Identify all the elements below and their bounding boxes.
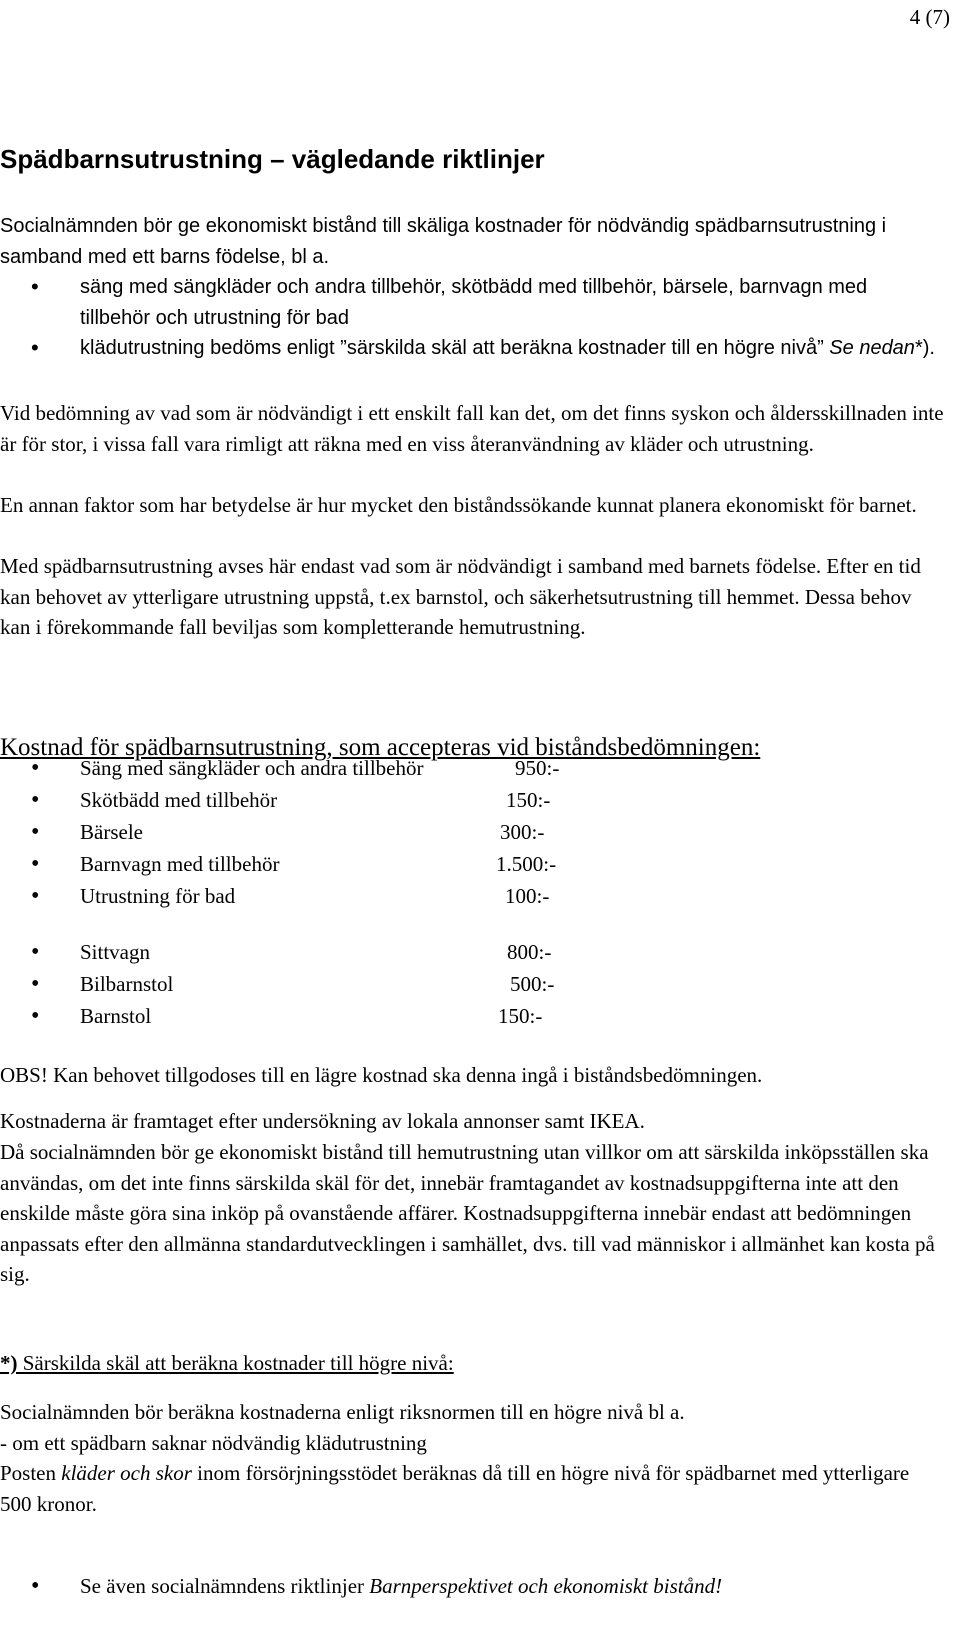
intro-bullet-item [0,333,940,364]
cost-list-primary [0,753,600,913]
cost-list-secondary [0,937,600,1033]
special-clothing-item: kläder och skor [61,1461,192,1485]
paragraph-definition: Med spädbarnsutrustning avses här endast vad som är nödvändigt i samband med barnets födelse. Efter en tid kan behovet av ytterligare utrustning uppstå, t.ex barnstol, och säkerhetsutrustning till hemmet. Dessa behov kan i förekommande fall beviljas som kompletterande hemutrustning. [0,554,921,639]
cost-item [0,849,600,881]
sources-text: Då socialnämnden bör ge ekonomiskt bistånd till hemutrustning utan villkor om att särskilda inköpsställen ska användas, om det inte finns särskilda skäl för det, innebär framtagandet av kostnadsuppgifterna inte att den enskilde måste göra sina inköp på ovanstående affärer. Kostnadsuppgifterna innebär endast att bedömningen anpassats efter den allmänna standardutvecklingen i samhället, dvs. till vad människor i allmänhet kan kosta på sig. [0,1140,935,1286]
special-clothing-paragraph [0,1458,945,1519]
cost-item-name: • Skötbädd med tillbehör [80,788,278,812]
see-below-ref-end: *). [914,337,935,359]
cost-item-name: • Barnvagn med tillbehör [80,852,280,876]
intro-bullet-item: • säng med sängkläder och andra tillbehör, skötbädd med tillbehör, bärsele, barnvagn med tillbehör och utrustning för bad [0,272,940,333]
cost-item [0,969,600,1001]
cost-item [0,817,600,849]
cost-item-price: 950:- [515,756,560,780]
special-line: - om ett spädbarn saknar nödvändig klädutrustning [0,1431,427,1455]
cost-item-price: 150:- [506,788,551,812]
obs-note: OBS! Kan behovet tillgodoses till en lägre kostnad ska denna ingå i biståndsbedömningen. [0,1063,763,1087]
final-bullet-item [0,1571,722,1602]
see-below-ref: Se nedan [829,337,915,359]
cost-item-price: 1.500:- [496,852,557,876]
special-reasons-heading [0,1348,945,1379]
paragraph-reuse: Vid bedömning av vad som är nödvändigt i ett enskilt fall kan det, om det finns syskon och åldersskillnaden inte är för stor, i vissa fall vara rimligt att räkna med en viss återanvändning av kläder och utrustning. [0,401,944,456]
special-line: Socialnämnden bör beräkna kostnaderna enligt riksnormen till en högre nivå bl a. [0,1400,685,1424]
cost-item-price: 100:- [505,884,550,908]
sources-line: Kostnaderna är framtaget efter undersökning av lokala annonser samt IKEA. [0,1109,645,1133]
page-number: 4 (7) [909,5,950,29]
special-clothing-post: inom försörjningsstödet beräknas då till en högre nivå för spädbarnet med ytterligare 500 kronor. [0,1461,910,1516]
special-clothing-pre: Posten [0,1461,62,1485]
paragraph-planning: En annan faktor som har betydelse är hur mycket den biståndssökande kunnat planera ekonomiskt för barnet. [0,493,917,517]
page-title: Spädbarnsutrustning – vägledande riktlinjer [0,144,545,174]
special-reasons-heading-text: Särskilda skäl att beräkna kostnader till högre nivå: [17,1351,454,1375]
cost-item-name: • Säng med sängkläder och andra tillbehör [80,756,424,780]
intro-bullet-list [0,272,940,364]
cost-item-name: • Sittvagn [80,940,151,964]
intro-section [0,211,940,364]
intro-bullet-text: klädutrustning bedöms enligt ”särskilda skäl att beräkna kostnader till en högre nivå” [80,337,824,359]
cost-item-price: 800:- [507,940,552,964]
cost-item-price: 300:- [500,820,545,844]
cost-item [0,753,600,785]
cost-item [0,937,600,969]
cost-item-name: • Bilbarnstol [80,972,174,996]
intro-text: Socialnämnden bör ge ekonomiskt bistånd till skäliga kostnader för nödvändig spädbarnsutrustning i samband med ett barns födelse, bl a. [0,215,887,268]
cost-item [0,785,600,817]
final-bullet-list [0,1571,722,1602]
cost-item [0,1001,600,1033]
cost-item-name: • Utrustning för bad [80,884,236,908]
cost-item-price: 150:- [498,1004,543,1028]
costs-heading: Kostnad för spädbarnsutrustning, som accepteras vid biståndsbedömningen: [0,734,761,761]
cost-item [0,881,600,913]
footnote-marker: *) [0,1351,18,1375]
cost-item-name: • Bärsele [80,820,143,844]
cost-item-name: • Barnstol [80,1004,152,1028]
final-bullet-text: Se även socialnämndens riktlinjer [80,1574,370,1598]
guidelines-reference: Barnperspektivet och ekonomiskt bistånd! [369,1574,723,1598]
cost-item-price: 500:- [510,972,555,996]
